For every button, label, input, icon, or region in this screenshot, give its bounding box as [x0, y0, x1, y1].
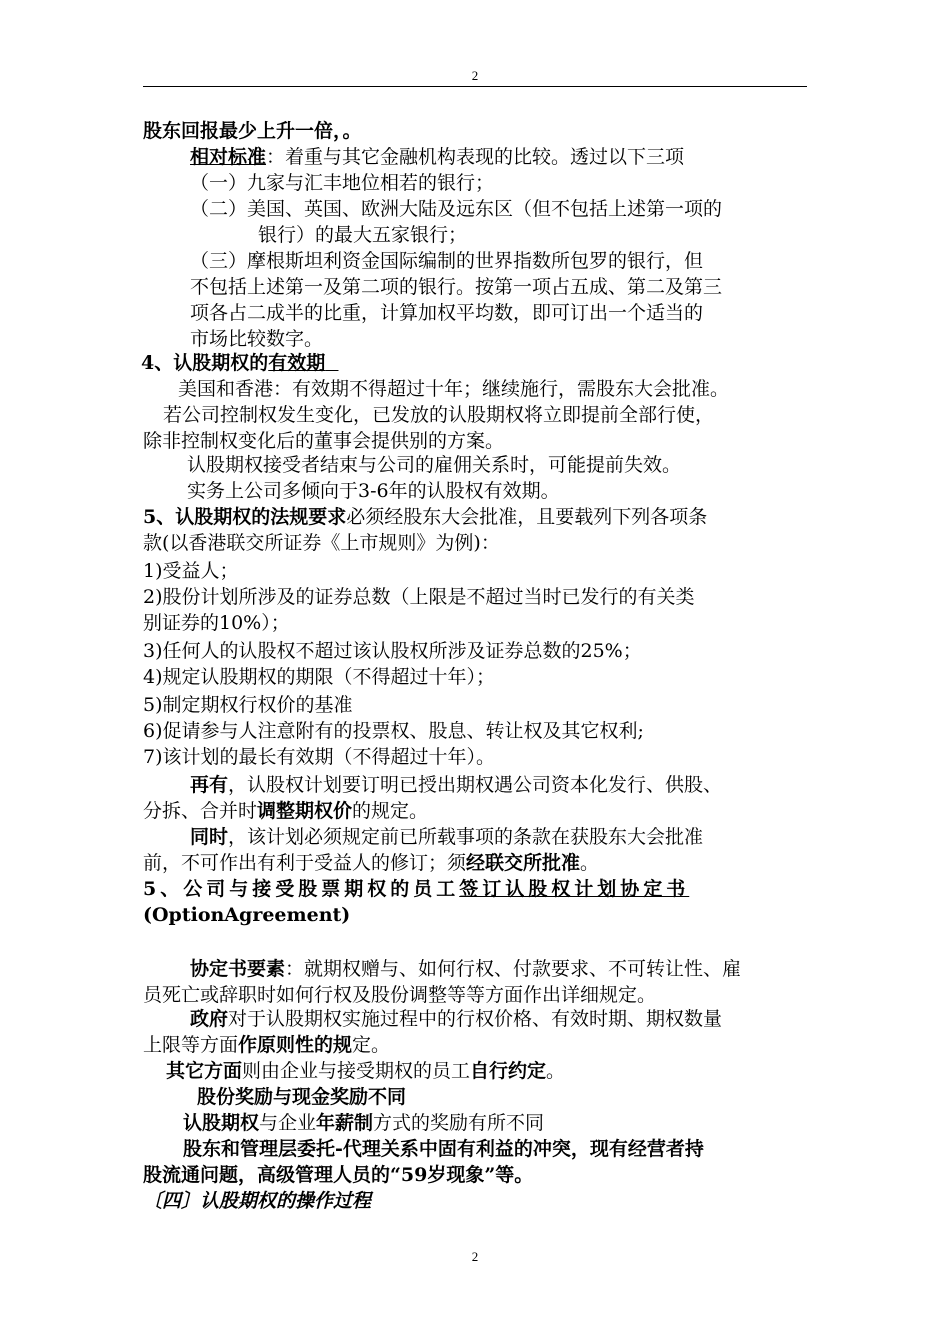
heading-text: 4、认股期权的: [141, 352, 269, 374]
header-rule: [143, 86, 807, 87]
text-span: 必须经股东大会批准，且要载列下列各项条: [346, 506, 708, 528]
list-item: （二）美国、英国、欧洲大陆及远东区（但不包括上述第一项的: [190, 198, 723, 220]
section-heading-agreement: [143, 876, 807, 902]
emphasis-text: 其它方面: [166, 1060, 243, 1082]
text-span: 上限等方面: [143, 1034, 239, 1056]
heading-underlined-text: 签订认股权计划协定书: [459, 878, 690, 900]
text-line: [190, 824, 703, 850]
text-span: 方式的奖励有所不同: [373, 1112, 545, 1134]
emphasis-text: 作原则性的规: [238, 1034, 353, 1056]
text-span: 对于认股期权实施过程中的行权价格、有效时期、期权数量: [228, 1008, 723, 1030]
list-item-continuation: 银行）的最大五家银行；: [258, 224, 468, 246]
section-heading-validity: [141, 350, 338, 376]
text-line: 股份奖励与现金奖励不同: [197, 1086, 407, 1108]
text-line: [190, 772, 722, 798]
text-span: ：就期权赠与、如何行权、付款要求、不可转让性、雇: [285, 958, 742, 980]
footer-page-number: 2: [471, 1249, 479, 1264]
list-item: 2)股份计划所涉及的证券总数（上限是不超过当时已发行的有关类: [143, 586, 695, 608]
text-line: [143, 1032, 390, 1058]
text-line: [190, 1006, 722, 1032]
list-item-continuation: 项各占二成半的比重，计算加权平均数，即可订出一个适当的: [190, 302, 704, 324]
text-line: [190, 956, 741, 982]
text-line: 股东和管理层委托-代理关系中固有利益的冲突，现有经营者持: [183, 1138, 704, 1160]
text-line: 股东回报最少上升一倍，。: [143, 120, 362, 142]
emphasis-text: 认股期权: [183, 1112, 260, 1134]
emphasis-text: 自行约定: [470, 1060, 547, 1082]
text-span: 定。: [352, 1034, 391, 1056]
list-item: 6)促请参与人注意附有的投票权、股息、转让权及其它权利;: [143, 720, 644, 742]
relative-standard-line: [190, 144, 684, 170]
text-span: 的规定。: [352, 800, 429, 822]
text-line: [143, 850, 599, 876]
list-item: 1)受益人；: [143, 560, 239, 582]
text-line: [183, 1110, 544, 1136]
text-line: 实务上公司多倾向于3-6年的认股权有效期。: [187, 480, 560, 502]
text-span: ：着重与其它金融机构表现的比较。透过以下三项: [266, 146, 685, 168]
text-span: ，认股权计划要订明已授出期权遇公司资本化发行、供股、: [228, 774, 723, 796]
text-line: [143, 798, 428, 824]
text-span: 前，不可作出有利于受益人的修订；须: [143, 852, 467, 874]
list-item-continuation: 不包括上述第一及第二项的银行。按第一项占五成、第二及第三: [190, 276, 723, 298]
text-line: 美国和香港：有效期不得超过十年；继续施行，需股东大会批准。: [178, 378, 730, 400]
heading-text: 5、认股期权的法规要求: [143, 506, 347, 528]
emphasis-text: 政府: [190, 1008, 229, 1030]
list-item-continuation: 市场比较数字。: [190, 328, 324, 350]
text-line: 除非控制权变化后的董事会提供别的方案。: [143, 430, 505, 452]
heading-underline-tail: [325, 352, 338, 374]
text-span: 与企业: [259, 1112, 317, 1134]
text-line: 款(以香港联交所证券《上市规则》为例)：: [143, 532, 500, 554]
emphasis-text: 协定书要素: [190, 958, 286, 980]
heading-text: 5、公司与接受股票期权的员工: [143, 878, 460, 900]
list-item: 3)任何人的认股权不超过该认股权所涉及证券总数的25%；: [143, 640, 642, 662]
section-heading-regulation: [143, 504, 707, 530]
list-item: 5)制定期权行权价的基准: [143, 694, 353, 716]
emphasis-text: 经联交所批准: [466, 852, 581, 874]
header-page-number: 2: [471, 68, 479, 83]
text-line: 股流通问题，高级管理人员的“59岁现象”等。: [143, 1164, 534, 1186]
text-span: 。: [580, 852, 600, 874]
list-item: 4)规定认股期权的期限（不得超过十年）；: [143, 666, 496, 688]
text-line: [166, 1058, 565, 1084]
list-item: （一）九家与汇丰地位相若的银行；: [190, 172, 495, 194]
list-item-continuation: 别证券的10%）；: [143, 612, 290, 634]
text-line: 认股期权接受者结束与公司的雇佣关系时，可能提前失效。: [187, 454, 682, 476]
list-item: 7)该计划的最长有效期（不得超过十年）。: [143, 746, 496, 768]
relative-standard-term: 相对标准: [190, 146, 267, 168]
text-line: 员死亡或辞职时如何行权及股份调整等等方面作出详细规定。: [143, 984, 657, 1006]
section-heading-operation: 〔四〕认股期权的操作过程: [143, 1190, 372, 1212]
emphasis-text: 同时: [190, 826, 229, 848]
text-span: ，该计划必须规定前已所载事项的条款在获股东大会批准: [228, 826, 704, 848]
text-line: 若公司控制权发生变化，已发放的认股期权将立即提前全部行使，: [163, 404, 715, 426]
heading-continuation: (OptionAgreement): [143, 904, 351, 926]
emphasis-text: 年薪制: [316, 1112, 374, 1134]
emphasis-text: 调整期权价: [257, 800, 353, 822]
emphasis-text: 再有: [190, 774, 229, 796]
text-span: 分拆、合并时: [143, 800, 258, 822]
heading-underlined-text: 有效期: [268, 352, 326, 374]
text-span: 则由企业与接受期权的员工: [242, 1060, 471, 1082]
list-item: （三）摩根斯坦利资金国际编制的世界指数所包罗的银行，但: [190, 250, 704, 272]
text-span: 。: [546, 1060, 566, 1082]
